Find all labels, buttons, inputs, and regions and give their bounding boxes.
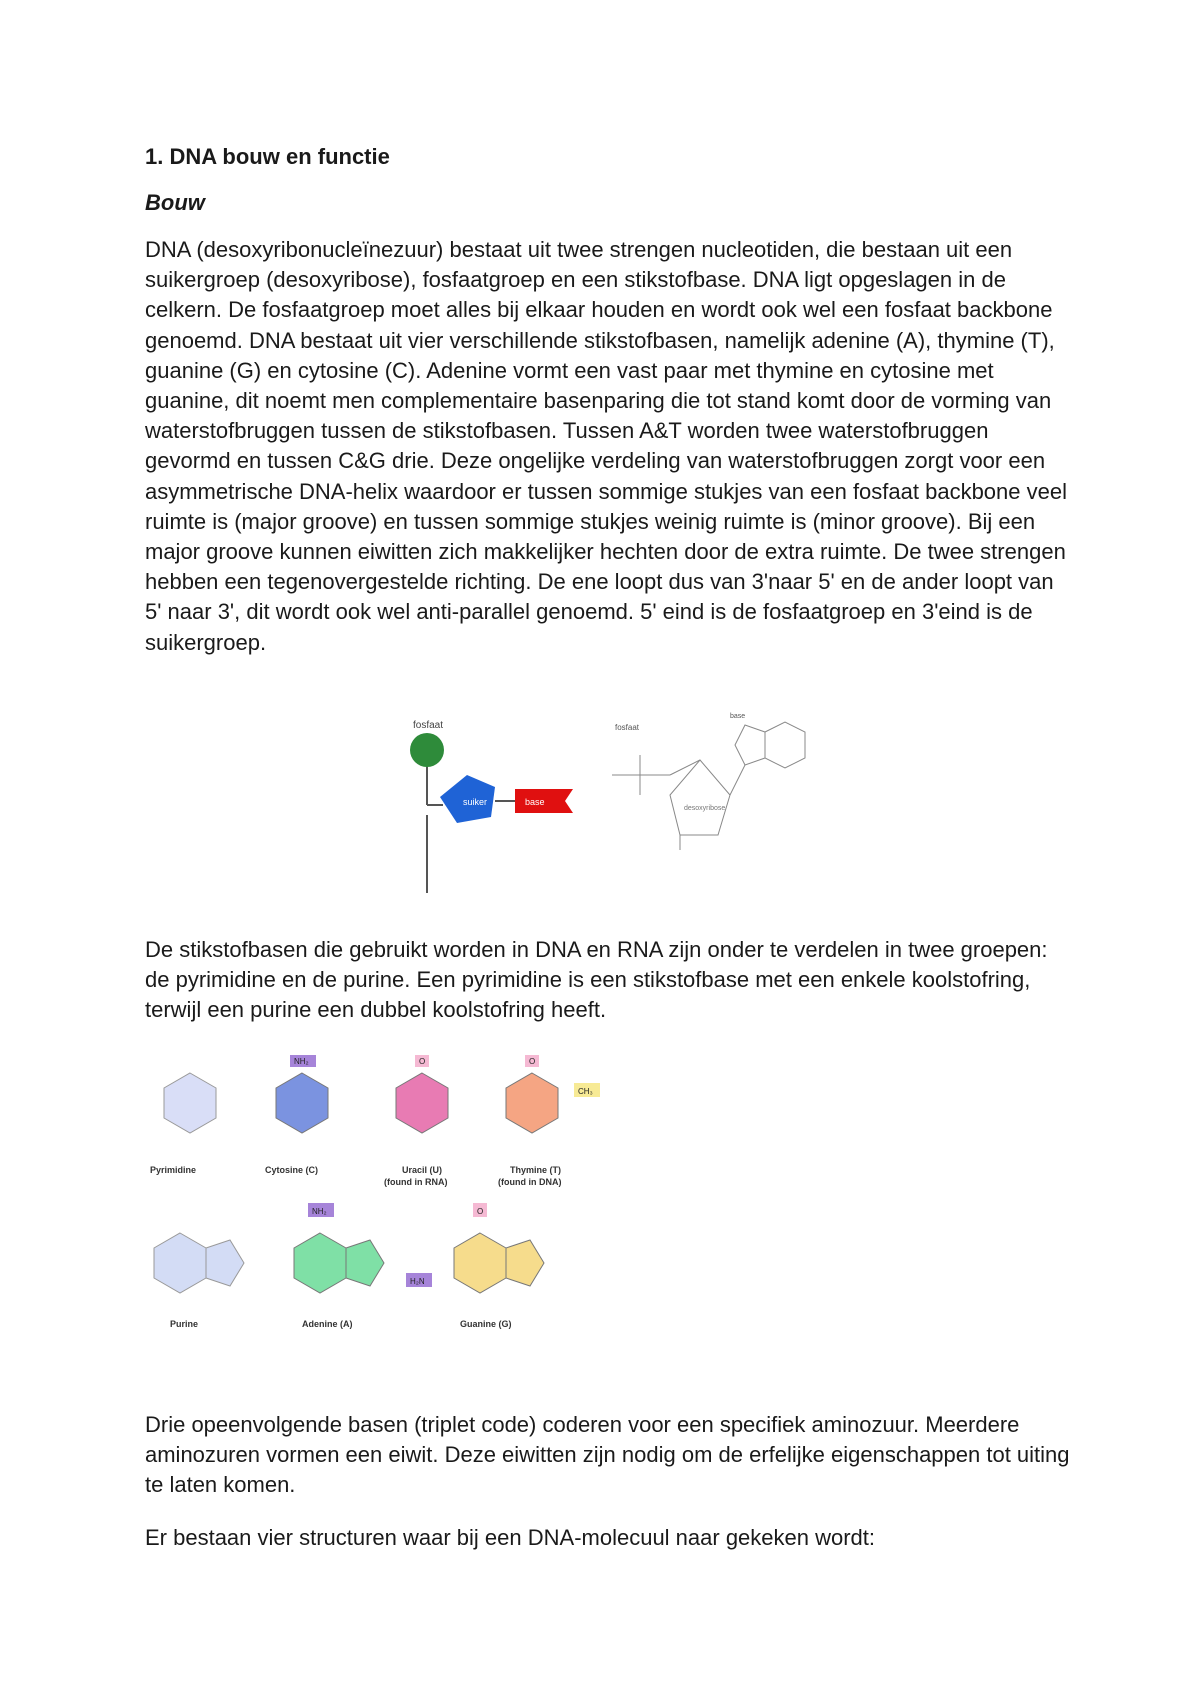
label-adenine: Adenine (A)	[302, 1319, 353, 1329]
label-purine: Purine	[170, 1319, 199, 1329]
label-uracil-sub: (found in RNA)	[384, 1177, 448, 1187]
purine-ring-5	[206, 1240, 244, 1286]
sugar-label: suiker	[463, 797, 488, 807]
phosphate-label: fosfaat	[413, 720, 444, 731]
label-thymine: Thymine (T)	[510, 1165, 561, 1175]
pyrimidine-ring	[164, 1073, 216, 1133]
chem-phosphate-label: fosfaat	[615, 723, 640, 732]
chem-sugar-label: desoxyribose	[684, 805, 726, 812]
purine-ring-6	[154, 1233, 206, 1293]
guanine-ring-6	[454, 1233, 506, 1293]
label-guanine: Guanine (G)	[460, 1319, 512, 1329]
paragraph-dna-structure: DNA (desoxyribonucleïnezuur) bestaat uit twee strengen nucleotiden, die bestaan uit een suikergroep (desoxyribose), fosfaatgroep en een stikstofbase. DNA ligt opgeslagen in de celkern. De fosfaatgroep moet alles bij elkaar houden en wordt ook wel een fosfaat backbone genoemd. DNA bestaat uit vier verschillende stikstofbasen, namelijk adenine (A), thymine (T), guanine (G) en cytosine (C). Adenine vormt een vast paar met thymine en cytosine met guanine, dit noemt men complementaire basenparing die tot stand komt door de vorming van waterstofbruggen tussen de stikstofbasen. Tussen A&T worden twee waterstofbruggen gevormd en tussen C&G drie. Deze ongelijke verdeling van waterstofbruggen zorgt voor een asymmetrische DNA-helix waardoor er tussen sommige stukjes van een fosfaat backbone veel ruimte is (major groove) en tussen sommige stukjes weinig ruimte is (minor groove). Bij een major groove kunnen eiwitten zich makkelijker hechten door de extra ruimte. De twee strengen hebben een tegenovergestelde richting. De ene loopt dus van 3'naar 5' en de ander loopt van 5' naar 3', dit wordt ook wel anti-parallel genoemd. 5' eind is de fosfaatgroep en 3'eind is de suikergroep.	[145, 237, 1067, 655]
ch3-label-thymine: CH₃	[578, 1087, 593, 1096]
o-label-thymine: O	[529, 1057, 536, 1066]
nh2-label-adenine: NH₂	[312, 1207, 327, 1216]
paragraph-bases-groups: De stikstofbasen die gebruikt worden in DNA en RNA zijn onder te verdelen in twee groepen: de pyrimidine en de purine. Een pyrimidine is een stikstofbase met een enkele koolstofring, terwijl een purine een dubbel koolstofring heeft.	[145, 937, 1048, 1023]
thymine-ring	[506, 1073, 558, 1133]
chem-base-label: base	[730, 713, 746, 720]
cytosine-ring	[276, 1073, 328, 1133]
section-heading: 1. DNA bouw en functie	[145, 144, 390, 169]
nitrogen-bases-figure	[140, 1055, 620, 1365]
label-uracil: Uracil (U)	[402, 1165, 443, 1175]
nh2-label-cytosine: NH₂	[294, 1057, 309, 1066]
label-thymine-sub: (found in DNA)	[498, 1177, 562, 1187]
phosphate-circle	[410, 733, 444, 767]
adenine-ring-6	[294, 1233, 346, 1293]
nucleotide-schematic-figure	[395, 715, 595, 895]
h2n-label-guanine: H₂N	[410, 1277, 425, 1286]
paragraph-four-structures: Er bestaan vier structuren waar bij een DNA-molecuul naar gekeken wordt:	[145, 1525, 876, 1550]
guanine-ring-5	[506, 1240, 544, 1286]
o-label-uracil: O	[419, 1057, 426, 1066]
o-label-guanine: O	[477, 1207, 484, 1216]
label-cytosine: Cytosine (C)	[265, 1165, 319, 1175]
nucleotide-chemical-figure	[600, 710, 830, 880]
base-label: base	[525, 797, 545, 807]
label-pyrimidine: Pyrimidine	[150, 1165, 197, 1175]
uracil-ring	[396, 1073, 448, 1133]
adenine-ring-5	[346, 1240, 384, 1286]
subsection-heading: Bouw	[145, 190, 205, 215]
paragraph-triplet-code: Drie opeenvolgende basen (triplet code) coderen voor een specifiek aminozuur. Meerdere aminozuren vormen een eiwit. Deze eiwitten zijn nodig om de erfelijke eigenschappen tot uiting te laten komen.	[145, 1412, 1070, 1498]
